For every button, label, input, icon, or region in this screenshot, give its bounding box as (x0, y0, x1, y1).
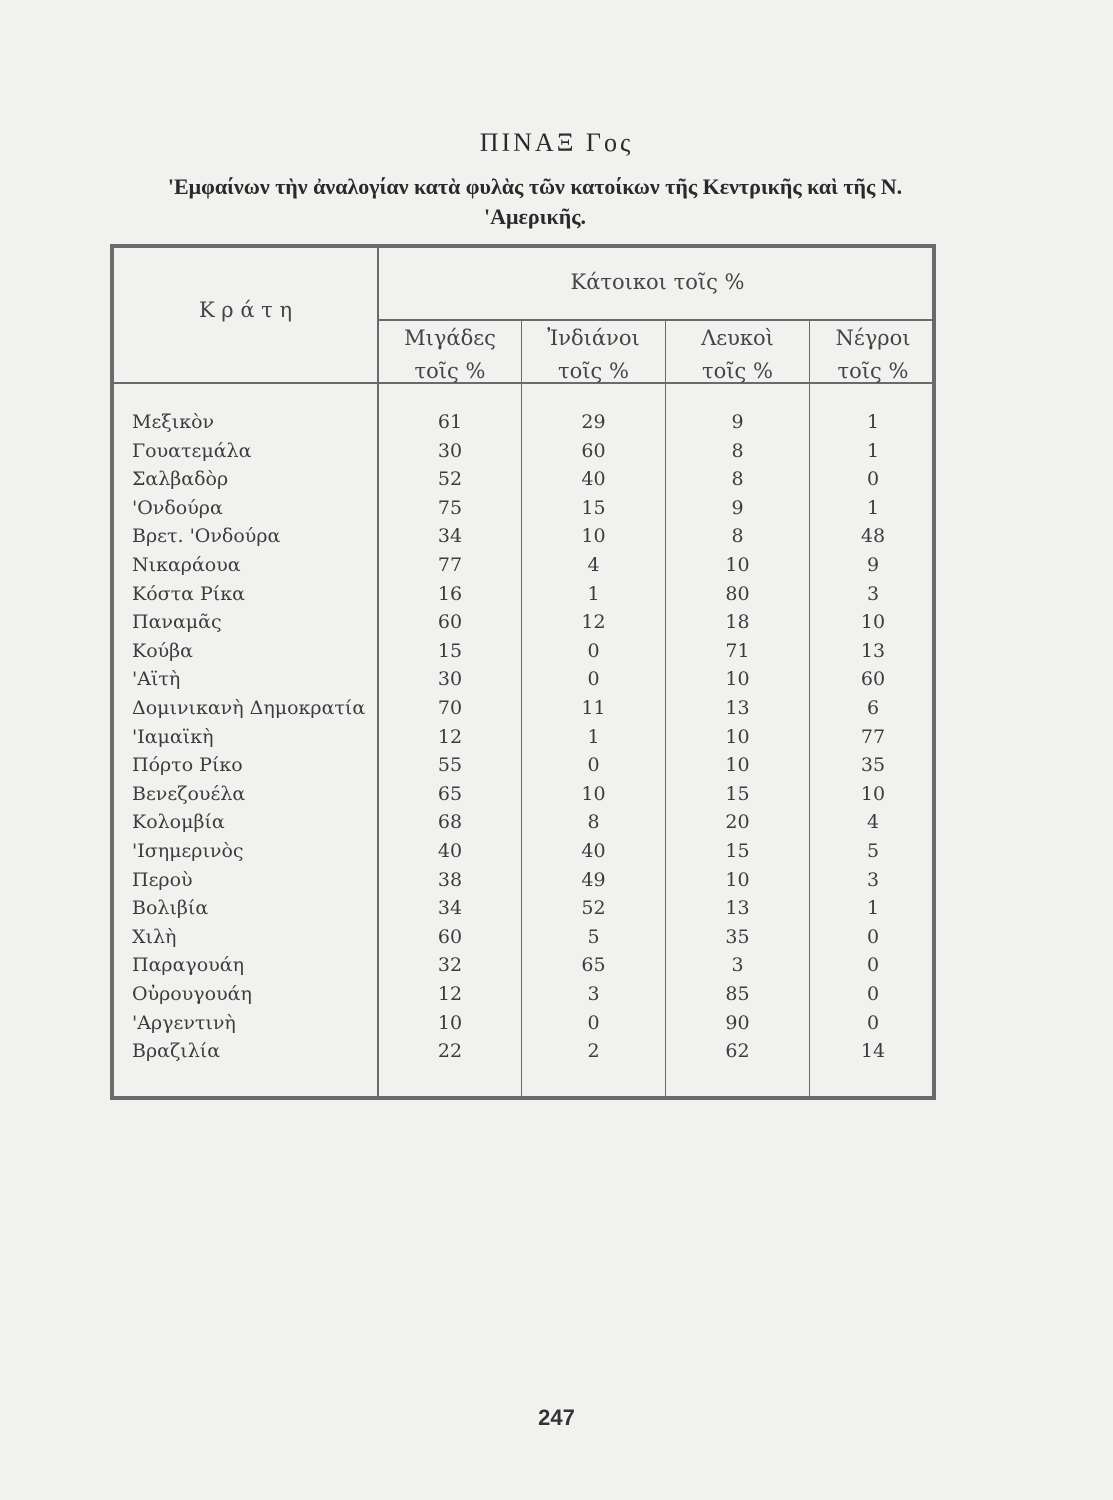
state-name: Βραζιλία (132, 1040, 221, 1063)
black-percent: 77 (860, 725, 886, 748)
header-indian-line1: Ἰνδιάνοι (547, 326, 640, 350)
state-name: Οὐρουγουάη (132, 983, 252, 1005)
indian-percent: 65 (581, 954, 606, 977)
caption-line-1: 'Εμφαίνων τὴν ἀναλογίαν κατὰ φυλὰς τῶν κατοίκων τῆς Κεντρικῆς καὶ τῆς Ν. (167, 174, 903, 199)
mestizo-percent: 12 (437, 983, 463, 1005)
header-black-line2: τοῖς % (837, 359, 909, 383)
indian-percent: 0 (587, 1011, 600, 1034)
black-percent: 1 (866, 439, 880, 462)
population-table (110, 244, 936, 1100)
table-caption (110, 172, 960, 232)
mestizo-percent: 15 (437, 639, 463, 662)
white-percent: 10 (725, 554, 750, 576)
white-percent: 18 (725, 611, 750, 634)
state-name: Κούβα (132, 639, 193, 662)
indian-percent: 1 (587, 725, 600, 748)
mestizo-percent: 61 (437, 411, 463, 433)
black-percent: 3 (866, 582, 880, 605)
state-name: Παναμᾶς (132, 611, 222, 634)
page-number: 247 (538, 1405, 575, 1430)
white-percent: 71 (725, 639, 750, 662)
mestizo-percent: 68 (437, 811, 463, 834)
indian-percent: 10 (581, 782, 606, 805)
state-name: Μεξικὸν (132, 411, 215, 433)
mestizo-percent: 34 (437, 897, 463, 920)
white-percent: 15 (725, 782, 750, 805)
state-name: Γουατεμάλα (132, 439, 252, 462)
black-percent: 1 (866, 496, 880, 519)
header-black (810, 322, 936, 388)
white-percent: 10 (725, 668, 750, 691)
white-percent: 20 (725, 811, 750, 834)
black-percent: 5 (866, 840, 880, 862)
state-name: Βολιβία (132, 897, 209, 920)
indian-percent: 15 (581, 496, 606, 519)
black-percent: 0 (866, 954, 880, 977)
mestizo-percent: 70 (437, 697, 463, 719)
indian-percent: 49 (581, 868, 606, 891)
indian-percent: 40 (581, 468, 606, 491)
indian-percent: 11 (581, 697, 606, 719)
mestizo-percent: 65 (437, 782, 463, 805)
mestizo-percent: 77 (437, 554, 463, 576)
state-name: Παραγουάη (132, 954, 244, 977)
mestizo-percent: 75 (437, 496, 463, 519)
white-percent: 90 (725, 1011, 750, 1034)
white-percent: 13 (725, 897, 750, 920)
indian-percent: 4 (587, 554, 600, 576)
state-name: Περοὺ (132, 868, 193, 891)
indian-percent: 1 (587, 582, 600, 605)
header-indian (522, 322, 665, 388)
indian-percent: 60 (581, 439, 606, 462)
black-percent: 1 (866, 411, 880, 433)
black-percent: 35 (860, 754, 886, 777)
state-name: Δομινικανὴ Δημοκρατία (132, 697, 366, 719)
state-name: Νικαράουα (132, 554, 241, 576)
mestizo-percent: 12 (437, 725, 463, 748)
mestizo-percent: 22 (437, 1040, 463, 1063)
indian-percent: 10 (581, 525, 606, 548)
mestizo-percent: 52 (437, 468, 463, 491)
black-percent: 10 (860, 611, 886, 634)
black-percent: 14 (860, 1040, 886, 1063)
indian-percent: 0 (587, 754, 600, 777)
black-percent: 0 (866, 925, 880, 948)
indian-percent: 0 (587, 639, 600, 662)
header-inhabitants-percent: Κάτοικοι τοῖς % (570, 270, 745, 294)
black-percent: 60 (860, 668, 886, 691)
state-name: Πόρτο Ρίκο (132, 754, 243, 777)
black-percent: 3 (866, 868, 880, 891)
white-percent: 10 (725, 868, 750, 891)
header-mestizo-line1: Μιγάδες (404, 326, 496, 350)
header-black-line1: Νέγροι (835, 326, 911, 350)
mestizo-percent: 55 (437, 754, 463, 777)
black-percent: 4 (866, 811, 880, 834)
state-name: Κολομβία (132, 811, 225, 834)
header-mestizo (379, 322, 521, 388)
indian-percent: 3 (587, 983, 600, 1005)
mestizo-percent: 10 (437, 1011, 463, 1034)
black-percent: 48 (860, 525, 886, 548)
state-name: 'Αργεντινὴ (132, 1011, 236, 1034)
white-percent: 62 (725, 1040, 750, 1063)
black-percent: 13 (860, 639, 886, 662)
indian-percent: 0 (587, 668, 600, 691)
indian-percent: 8 (587, 811, 600, 834)
white-percent: 8 (731, 468, 744, 491)
mestizo-percent: 38 (437, 868, 463, 891)
black-percent: 0 (866, 983, 880, 1005)
black-percent: 0 (866, 1011, 880, 1034)
header-white-line2: τοῖς % (702, 359, 773, 383)
white-percent: 35 (725, 925, 750, 948)
white-percent: 85 (725, 983, 750, 1005)
caption-line-2: 'Αμερικῆς. (484, 204, 586, 229)
state-name: 'Ονδούρα (132, 496, 223, 519)
white-percent: 8 (731, 439, 744, 462)
state-name: Βρετ. 'Ονδούρα (132, 525, 281, 548)
mestizo-percent: 60 (437, 925, 463, 948)
black-percent: 9 (866, 554, 880, 576)
black-percent: 10 (860, 782, 886, 805)
state-name: 'Αϊτὴ (132, 668, 181, 691)
mestizo-percent: 40 (437, 840, 463, 862)
white-percent: 80 (725, 582, 750, 605)
header-white-line1: Λευκοὶ (701, 326, 774, 350)
indian-percent: 12 (581, 611, 606, 634)
state-name: Χιλὴ (132, 925, 177, 948)
white-percent: 10 (725, 725, 750, 748)
indian-percent: 5 (587, 925, 600, 948)
header-indian-line2: τοῖς % (558, 359, 629, 383)
white-percent: 3 (731, 954, 744, 977)
indian-percent: 2 (587, 1040, 600, 1063)
state-name: 'Ιαμαϊκὴ (132, 725, 214, 748)
state-name: Βενεζουέλα (132, 782, 246, 805)
indian-percent: 52 (581, 897, 606, 920)
state-name: 'Ισημερινὸς (132, 840, 244, 862)
state-name: Σαλβαδὸρ (132, 468, 229, 491)
mestizo-percent: 30 (437, 439, 463, 462)
mestizo-percent: 16 (437, 582, 463, 605)
state-name: Κόστα Ρίκα (132, 582, 245, 605)
rule-under-group-header (378, 319, 936, 321)
mestizo-percent: 32 (437, 954, 463, 977)
black-percent: 6 (866, 697, 880, 719)
white-percent: 13 (725, 697, 750, 719)
white-percent: 9 (731, 496, 744, 519)
black-percent: 0 (866, 468, 880, 491)
white-percent: 15 (725, 840, 750, 862)
mestizo-percent: 30 (437, 668, 463, 691)
white-percent: 10 (725, 754, 750, 777)
mestizo-percent: 60 (437, 611, 463, 634)
white-percent: 9 (731, 411, 744, 433)
header-states: Κ ρ ά τ η (198, 298, 293, 322)
indian-percent: 29 (581, 411, 606, 433)
header-mestizo-line2: τοῖς % (414, 359, 486, 383)
white-percent: 8 (731, 525, 744, 548)
black-percent: 1 (866, 897, 880, 920)
indian-percent: 40 (581, 840, 606, 862)
header-white (666, 322, 809, 388)
mestizo-percent: 34 (437, 525, 463, 548)
page-title: ΠΙΝΑΞ Γος (479, 128, 634, 157)
